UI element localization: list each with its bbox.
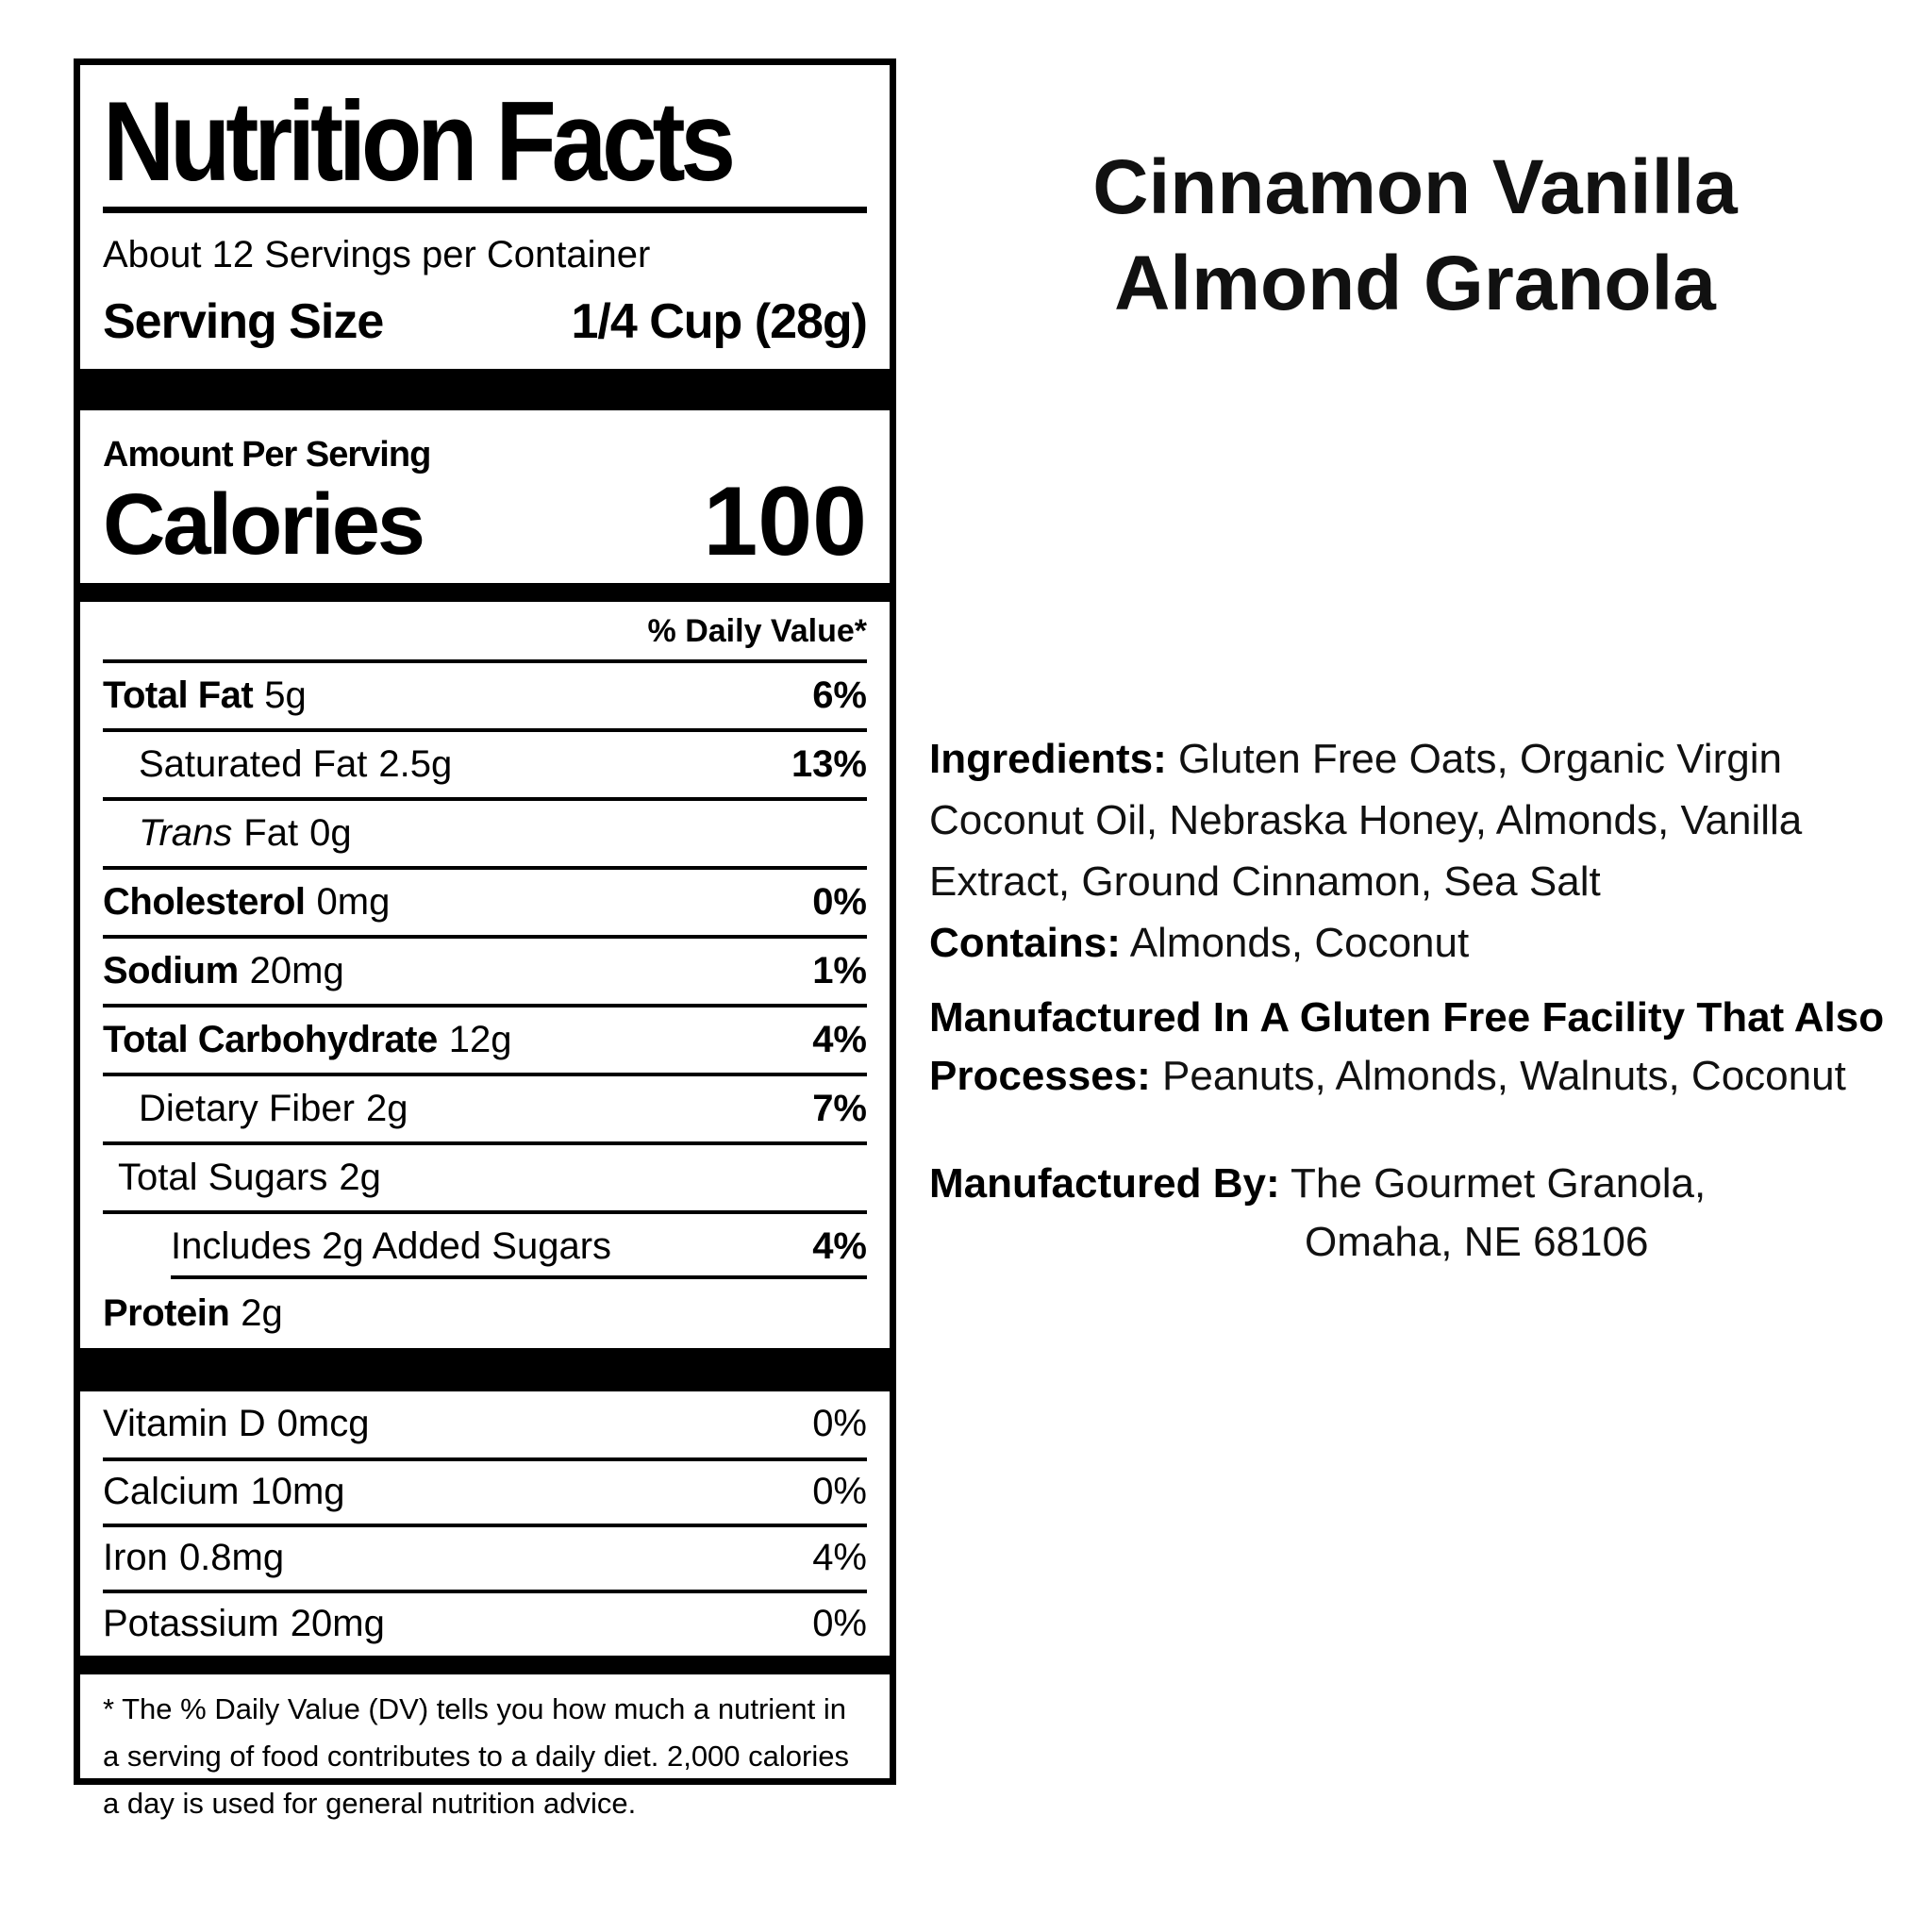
product-title — [953, 140, 1877, 332]
vitamin-dv: 0% — [812, 1403, 867, 1445]
separator-bar-thick-top — [80, 369, 890, 410]
calories-label: Calories — [103, 475, 424, 573]
nutrient-amount: 0g — [309, 811, 352, 854]
nutrient-amount: 20mg — [249, 949, 344, 991]
ingredients-line2: Coconut Oil, Nebraska Honey, Almonds, Vanilla — [929, 797, 1803, 843]
ingredients-label: Ingredients: — [929, 736, 1167, 782]
product-info — [929, 728, 1910, 1272]
nutrient-amount: 2g — [241, 1291, 283, 1334]
title-divider — [103, 207, 867, 213]
vitamin-name: Iron — [103, 1537, 168, 1579]
servings-per-container: About 12 Servings per Container — [103, 234, 651, 275]
nutrient-amount: 12g — [448, 1018, 512, 1060]
nutrient-row-total-fat — [103, 659, 867, 728]
product-title-line1: Cinnamon Vanilla — [1092, 144, 1738, 230]
vitamin-row-iron — [103, 1524, 867, 1590]
nutrient-row-total-carbohydrate — [103, 1004, 867, 1073]
nutrient-row-protein — [103, 1279, 867, 1348]
product-title-line2: Almond Granola — [1114, 241, 1716, 326]
nutrient-dv: 7% — [812, 1087, 867, 1129]
nutrient-name: Cholesterol — [103, 880, 306, 923]
manufactured-by-address: Omaha, NE 68106 — [1305, 1219, 1649, 1265]
nutrient-dv: 0% — [812, 880, 867, 923]
manufactured-by-label: Manufactured By: — [929, 1160, 1280, 1207]
footnote-text: * The % Daily Value (DV) tells you how much a nutrient in a serving of food contributes to a daily diet. 2,000 calories a day is used for general nutrition advice. — [103, 1691, 849, 1820]
vitamin-amount: 10mg — [250, 1471, 345, 1513]
vitamin-name: Vitamin D — [103, 1403, 266, 1445]
nutrient-name: Fat — [243, 811, 299, 854]
nutrient-amount: 5g — [264, 674, 307, 716]
separator-bar-medium — [80, 583, 890, 602]
calories-value: 100 — [703, 467, 867, 576]
ingredients-section — [929, 728, 1910, 974]
nutrient-row-added-sugars — [103, 1210, 867, 1279]
nutrition-facts-panel — [74, 58, 896, 1820]
processes-label: Processes: — [929, 1053, 1151, 1099]
separator-bar-thin-bottom — [80, 1656, 890, 1674]
nutrient-row-cholesterol — [103, 866, 867, 935]
manufactured-by-section — [929, 1155, 1910, 1272]
nutrient-dv: 4% — [812, 1018, 867, 1060]
contains-label: Contains: — [929, 920, 1121, 966]
nutrition-facts-title: Nutrition Facts — [103, 78, 731, 205]
nutrient-name: Total Carbohydrate — [103, 1018, 438, 1060]
nutrient-dv: 13% — [791, 742, 867, 785]
nutrient-name: Includes 2g Added Sugars — [171, 1224, 612, 1267]
vitamin-amount: 0mcg — [276, 1403, 370, 1445]
contains-row — [929, 912, 1910, 974]
calories-row — [103, 467, 867, 576]
vitamin-dv: 0% — [812, 1603, 867, 1645]
nutrient-name: Total Fat — [103, 674, 254, 716]
nutrient-amount: 2g — [365, 1087, 408, 1129]
nutrient-amount: 2.5g — [378, 742, 453, 785]
nutrient-amount: 2g — [339, 1156, 381, 1198]
vitamin-row-vitamin-d — [103, 1391, 867, 1457]
serving-size-value: 1/4 Cup (28g) — [571, 294, 867, 349]
nutrient-dv: 4% — [812, 1224, 867, 1267]
nutrient-name-italic: Trans — [139, 811, 233, 854]
nutrient-name: Protein — [103, 1291, 230, 1334]
nutrient-amount: 0mg — [316, 880, 391, 923]
separator-bar-thick-mid — [80, 1348, 890, 1391]
nutrient-row-sodium — [103, 935, 867, 1004]
ingredients-line3: Extract, Ground Cinnamon, Sea Salt — [929, 858, 1601, 905]
facility-section — [929, 989, 1910, 1106]
daily-value-header: % Daily Value* — [647, 612, 867, 649]
ingredients-line1: Gluten Free Oats, Organic Virgin — [1166, 736, 1782, 782]
vitamin-amount: 0.8mg — [178, 1537, 285, 1579]
facility-line1: Manufactured In A Gluten Free Facility That Also — [929, 994, 1885, 1041]
serving-size-label: Serving Size — [103, 294, 384, 349]
amount-per-serving-label: Amount Per Serving — [103, 435, 431, 475]
nutrient-row-dietary-fiber — [103, 1073, 867, 1141]
serving-size-row — [103, 293, 867, 350]
nutrient-name: Sodium — [103, 949, 239, 991]
vitamin-name: Calcium — [103, 1471, 240, 1513]
vitamin-row-calcium — [103, 1457, 867, 1524]
nutrient-name: Saturated Fat — [139, 742, 368, 785]
nutrient-dv: 1% — [812, 949, 867, 991]
processes-text: Peanuts, Almonds, Walnuts, Coconut — [1150, 1053, 1846, 1099]
nutrient-row-total-sugars — [103, 1141, 867, 1210]
vitamin-dv: 0% — [812, 1471, 867, 1513]
nutrient-name: Total Sugars — [118, 1156, 328, 1198]
vitamin-amount: 20mg — [290, 1603, 385, 1645]
nutrient-row-saturated-fat — [103, 728, 867, 797]
contains-text: Almonds, Coconut — [1120, 920, 1470, 966]
manufactured-by-name: The Gourmet Granola, — [1279, 1160, 1707, 1207]
vitamin-dv: 4% — [812, 1537, 867, 1579]
nutrient-row-trans-fat — [103, 797, 867, 866]
vitamin-name: Potassium — [103, 1603, 279, 1645]
vitamin-row-potassium — [103, 1590, 867, 1656]
nutrient-name: Dietary Fiber — [139, 1087, 355, 1129]
nutrient-dv: 6% — [812, 674, 867, 716]
